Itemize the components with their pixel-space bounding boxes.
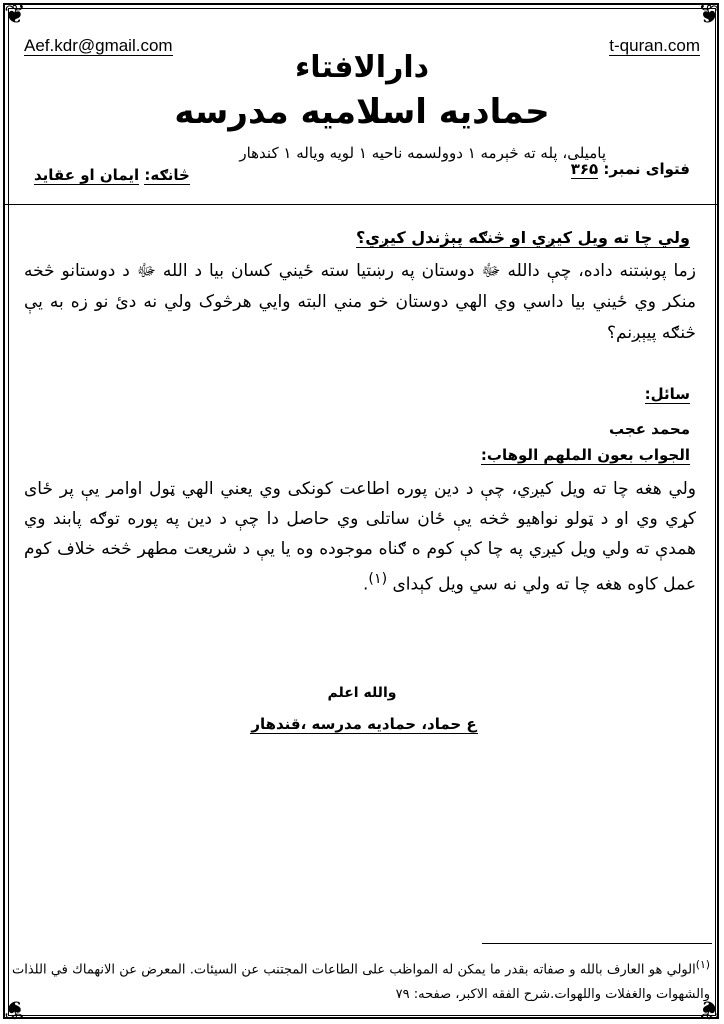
- topic-label: څانګه:: [144, 166, 190, 184]
- topic: [34, 166, 190, 184]
- footnote-marker: (١): [695, 958, 710, 971]
- institution-title: دارالافتاء: [294, 50, 430, 85]
- asker-name: محمد عجب: [609, 420, 690, 438]
- ornament-top-right-icon: ❦: [698, 0, 720, 30]
- answer-body: ولي هغه چا ته ویل کیږي، چې د دین پوره اطاعت کونکی وي یعني الهي ټول اوامر یې پر ځای کړي وي او د ټولو نواهیو څخه یې ځان ساتلی وي حاصل دا چې د دین په پوره توګه پابند وي همدې ته ولي ویل کیږي په چا کې کوم ه ګناه موجوده وه یا یې د شریعت مطهر څخه خلاف کوم عمل کاوه هغه چا ته ولي نه سي ویل کېدای $^{(١)}$.: [24, 479, 696, 595]
- answer-text: ولي هغه چا ته ویل کیږي، چې د دین پوره اطاعت کونکی وي یعني الهي ټول اوامر یې پر ځای کړي وي او د ټولو نواهیو څخه یې ځان ساتلی وي حاصل دا چې د دین په پوره توګه پابند وي همدې ته ولي ویل کیږي په چا کې کوم ه ګناه موجوده وه یا یې د شریعت مطهر څخه خلاف کوم عمل کاوه هغه چا ته ولي نه سي ویل کېدای: [24, 479, 696, 595]
- ornament-bottom-left-icon: ❦: [4, 994, 26, 1024]
- fatwa-number-label: فتوای نمبر:: [603, 160, 690, 178]
- footnote-divider: [482, 943, 712, 944]
- website-link[interactable]: t-quran.com: [609, 36, 700, 55]
- question-heading: ولي چا ته ویل کیږي او څنګه پېژندل کیږي؟: [355, 228, 690, 247]
- fatwa-number-value: ۳۶۵: [570, 160, 599, 178]
- fatwa-number: [571, 160, 690, 178]
- school-title: حمادیه اسلامیه مدرسه: [174, 92, 550, 132]
- asker-label: سائل:: [644, 385, 690, 403]
- signature: ع حماد، حمادیه مدرسه ،قندهار: [251, 715, 477, 733]
- header-divider: [3, 204, 719, 205]
- email-link[interactable]: Aef.kdr@gmail.com: [24, 36, 173, 55]
- closing-phrase: والله اعلم: [327, 685, 397, 701]
- footnote: [12, 952, 710, 1007]
- topic-value: ایمان او عقاید: [34, 166, 140, 184]
- question-body: زما پوښتنه داده، چې دالله ﷻ دوستان په رښتیا سته ځیني کسان بیا د الله ﷻ د دوستانو څخه منکر وي ځیني بیا داسي وي الهي دوستان خو مني البته وایي هرڅوک ولي نه دئ نو زه به یې څنګه پیېږنم؟: [24, 261, 696, 343]
- address: پامیلی، پله ته څېرمه ۱ دوولسمه ناحیه ۱ لویه ویاله ۱ کندهار: [239, 144, 606, 162]
- footnote-reference[interactable]: (١): [368, 571, 388, 587]
- footnote-text: الولي هو العارف بالله و صفاته بقدر ما یمکن له المواظب على الطاعات المجتنب عن السیئات. المعرض عن الانهماك في اللذات والشهوات والغفلات واللهوات.شرح الفقه الاکبر، صفحه: ۷۹: [12, 962, 710, 1003]
- ornament-top-left-icon: ❦: [4, 0, 26, 30]
- answer-heading: الجواب بعون الملهم الوهاب:: [480, 446, 690, 464]
- ornament-bottom-right-icon: ❦: [698, 994, 720, 1024]
